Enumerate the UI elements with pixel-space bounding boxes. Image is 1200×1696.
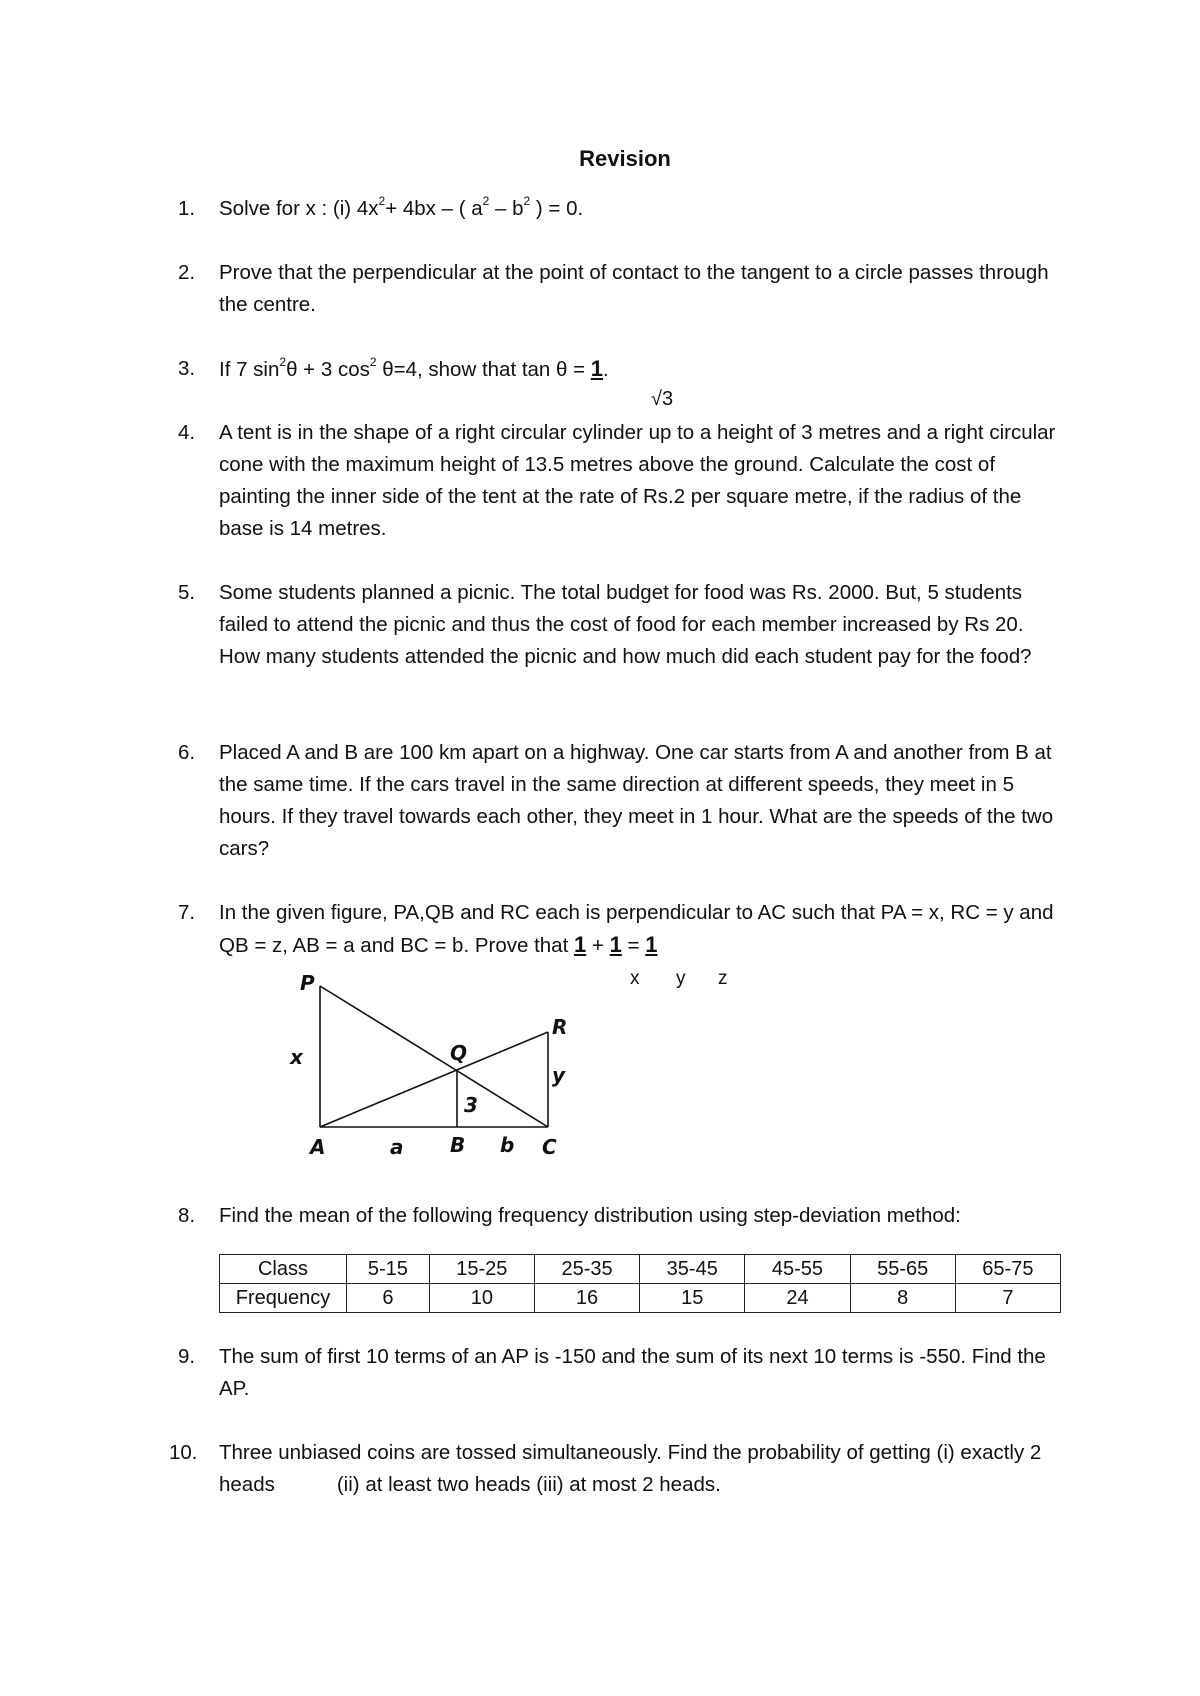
question-text: The sum of first 10 terms of an AP is -150 and the sum of its next 10 terms is -550. Find the AP. xyxy=(219,1345,1046,1400)
label-a-length: a xyxy=(390,1135,404,1159)
fraction-denominator-y: y xyxy=(676,968,686,989)
table-cell: 8 xyxy=(850,1284,955,1313)
question-2 xyxy=(178,257,1068,321)
label-r: R xyxy=(552,1015,568,1039)
label-y: y xyxy=(552,1063,566,1087)
question-text: Solve for x : (i) $4x^2+ 4bx$ – ( $a^2 - b^2$ ) = 0. xyxy=(219,194,584,220)
table-cell: 45-55 xyxy=(745,1255,850,1284)
question-number: 3. xyxy=(178,357,196,380)
question-text: A tent is in the shape of a right circular cylinder up to a height of 3 metres and a right circular cone with the maximum height of 13.5 metres above the ground. Calculate the cost of painting the inner side of the tent at the rate of Rs.2 per square metre, if the radius of the base is 14 metres. xyxy=(219,421,1056,540)
table-row xyxy=(220,1255,1061,1284)
table-header-frequency: Frequency xyxy=(220,1284,347,1313)
question-text: Find the mean of the following frequency distribution using step-deviation method: xyxy=(219,1204,961,1227)
question-text: If 7 $\sin^2\theta + 3$ $\cos^2 \theta=4$, show that tan θ = 1. xyxy=(219,355,609,381)
question-text: In the given figure, PA,QB and RC each is perpendicular to AC such that PA = x, RC = y and QB = z, AB = a and BC = b. Prove that 1 + 1 = 1 xyxy=(219,901,1054,957)
question-number: 7. xyxy=(178,901,196,924)
table-header-class: Class xyxy=(220,1255,347,1284)
fraction-denominator: √3 xyxy=(651,388,674,410)
line-pc xyxy=(320,986,548,1127)
question-number: 4. xyxy=(178,421,196,444)
table-cell: 55-65 xyxy=(850,1255,955,1284)
question-number: 2. xyxy=(178,261,196,284)
table-cell: 24 xyxy=(745,1284,850,1313)
table-cell: 25-35 xyxy=(534,1255,639,1284)
table-cell: 7 xyxy=(955,1284,1060,1313)
question-4 xyxy=(178,417,1068,545)
table-cell: 16 xyxy=(534,1284,639,1313)
question-1 xyxy=(178,193,1068,225)
fraction-denominator-x: x xyxy=(630,968,640,989)
label-b-length: b xyxy=(500,1133,515,1157)
line-ar xyxy=(320,1032,548,1127)
question-6 xyxy=(178,737,1068,865)
table-cell: 5-15 xyxy=(347,1255,430,1284)
geometry-figure xyxy=(280,972,600,1172)
question-number: 8. xyxy=(178,1204,196,1227)
label-c-point: C xyxy=(542,1135,557,1159)
label-q: Q xyxy=(450,1041,468,1065)
question-7 xyxy=(178,897,1068,962)
table-cell: 15-25 xyxy=(429,1255,534,1284)
label-z: 3 xyxy=(464,1093,478,1117)
label-b-point: B xyxy=(450,1133,466,1157)
question-5 xyxy=(178,577,1068,673)
question-8 xyxy=(178,1200,1068,1232)
table-cell: 65-75 xyxy=(955,1255,1060,1284)
label-p: P xyxy=(300,972,315,995)
question-3 xyxy=(178,353,1068,386)
frequency-table xyxy=(219,1254,1061,1313)
table-cell: 6 xyxy=(347,1284,430,1313)
question-number: 5. xyxy=(178,581,196,604)
question-9 xyxy=(178,1341,1068,1405)
page-title: Revision xyxy=(579,146,671,171)
question-text: Some students planned a picnic. The total budget for food was Rs. 2000. But, 5 students failed to attend the picnic and thus the cost of food for each member increased by Rs 20. How many students attended the picnic and how much did each student pay for the food? xyxy=(219,581,1032,668)
table-cell: 35-45 xyxy=(640,1255,745,1284)
table-row xyxy=(220,1284,1061,1313)
table-cell: 15 xyxy=(640,1284,745,1313)
fraction-denominator-z: z xyxy=(718,968,728,989)
question-10 xyxy=(169,1437,1068,1501)
label-a-point: A xyxy=(310,1135,326,1159)
question-number: 9. xyxy=(178,1345,196,1368)
question-number: 6. xyxy=(178,741,196,764)
table-cell: 10 xyxy=(429,1284,534,1313)
question-text: Placed A and B are 100 km apart on a highway. One car starts from A and another from B at the same time. If the cars travel in the same direction at different speeds, they meet in 5 hours. If they travel towards each other, they meet in 1 hour. What are the speeds of the two cars? xyxy=(219,741,1054,860)
question-text: Three unbiased coins are tossed simultaneously. Find the probability of getting (i) exactly 2 heads (ii) at least two heads (iii) at most 2 heads. xyxy=(219,1441,1042,1496)
question-number: 1. xyxy=(178,197,196,220)
question-number: 10. xyxy=(169,1441,198,1464)
label-x: x xyxy=(290,1045,303,1069)
question-text: Prove that the perpendicular at the point of contact to the tangent to a circle passes through the centre. xyxy=(219,261,1049,316)
